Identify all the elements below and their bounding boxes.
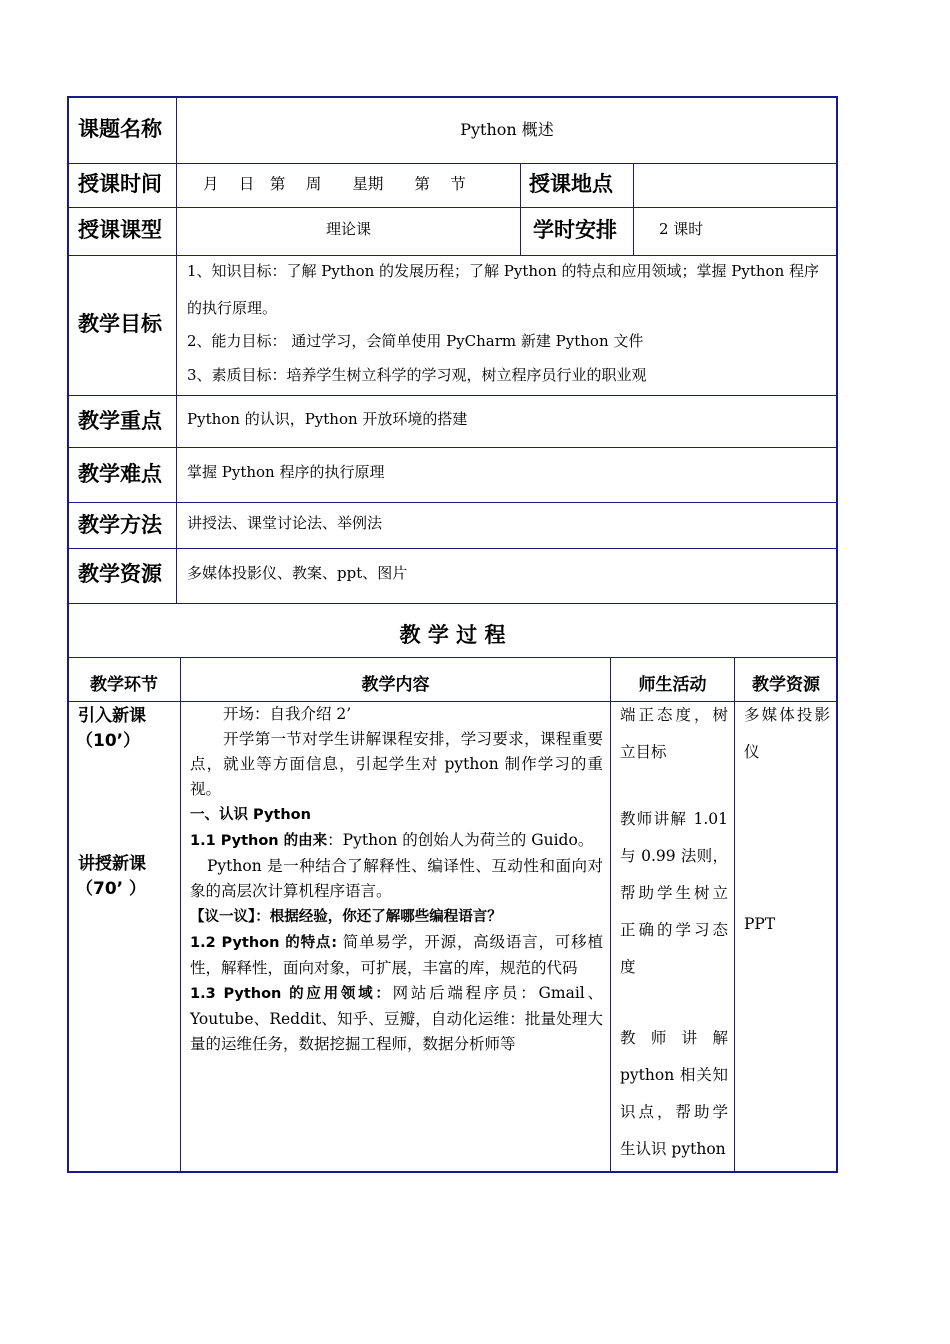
content-heading-1 bbox=[190, 802, 603, 828]
place-label: 授课地点 bbox=[529, 172, 613, 196]
origin-text: ：Python 的创始人为荷兰的 Guido。 bbox=[327, 831, 594, 849]
goal-line: 的执行原理。 bbox=[187, 299, 278, 317]
content-origin bbox=[190, 828, 603, 854]
row-divider bbox=[68, 548, 837, 549]
heading-text: 一、认识 Python bbox=[190, 807, 311, 823]
method-value: 讲授法、课堂讨论法、举例法 bbox=[187, 514, 383, 532]
column-divider bbox=[610, 657, 611, 1172]
type-label: 授课课型 bbox=[78, 218, 162, 242]
resource-label: 教学资源 bbox=[78, 562, 162, 586]
features-text: 简单易学，开源，高级语言，可移植性，解释性，面向对象，可扩展，丰富的库，规范的代码 bbox=[190, 933, 603, 977]
difficult-value: 掌握 Python 程序的执行原理 bbox=[187, 463, 385, 481]
goal-line: 3、素质目标：培养学生树立科学的学习观，树立程序员行业的职业观 bbox=[187, 366, 647, 384]
content-opening: 开场：自我介绍 2’ bbox=[223, 705, 352, 723]
goal-line: 2、能力目标： 通过学习，会简单使用 PyCharm 新建 Python 文件 bbox=[187, 332, 644, 350]
activity-python: 教师讲解 python 相关知识点，帮助学生认识 python bbox=[620, 1029, 728, 1158]
row-divider bbox=[68, 603, 837, 604]
col-header-stage: 教学环节 bbox=[90, 675, 158, 695]
row-divider bbox=[68, 502, 837, 503]
row-divider bbox=[68, 657, 837, 658]
goals-label: 教学目标 bbox=[78, 312, 162, 336]
stage-teaching-time: （70’ ） bbox=[76, 879, 147, 899]
row-divider bbox=[68, 255, 837, 256]
resource-ppt: PPT bbox=[744, 915, 776, 933]
title-label: 课题名称 bbox=[78, 117, 162, 141]
difficult-label: 教学难点 bbox=[78, 462, 162, 486]
content-features bbox=[190, 930, 603, 981]
hours-label: 学时安排 bbox=[533, 218, 617, 242]
row-divider bbox=[68, 163, 837, 164]
row-divider bbox=[68, 207, 837, 208]
column-divider bbox=[176, 97, 177, 603]
goal-line: 1、知识目标：了解 Python 的发展历程；了解 Python 的特点和应用领域；掌握 Python 程序 bbox=[187, 262, 819, 280]
activity-rule: 教师讲解 1.01 与 0.99 法则，帮助学生树立正确的学习态度 bbox=[620, 810, 728, 976]
content-intro: 开学第一节对学生讲解课程安排，学习要求，课程重要点，就业等方面信息，引起学生对 python 制作学习的重视。 bbox=[190, 730, 603, 798]
column-divider bbox=[633, 163, 634, 255]
stage-intro: 引入新课 bbox=[78, 706, 146, 726]
features-label: 1.2 Python 的特点: bbox=[190, 935, 338, 951]
row-divider bbox=[68, 395, 837, 396]
col-header-activity: 师生活动 bbox=[638, 675, 707, 695]
content-discussion bbox=[190, 904, 603, 930]
time-value: 月 日 第 周 星期 第 节 bbox=[203, 175, 466, 193]
type-value: 理论课 bbox=[325, 220, 371, 238]
stage-teaching: 讲授新课 bbox=[78, 854, 146, 874]
stage-intro-time: （10’） bbox=[76, 731, 141, 751]
time-label: 授课时间 bbox=[78, 172, 162, 196]
col-header-resource: 教学资源 bbox=[752, 675, 820, 695]
discussion-text: 【议一议】：根据经验，你还了解哪些编程语言？ bbox=[190, 909, 502, 925]
origin-label: 1.1 Python 的由来 bbox=[190, 833, 328, 849]
teaching-content bbox=[190, 702, 603, 1057]
content-definition: Python 是一种结合了解释性、编译性、互动性和面向对象的高层次计算机程序语言。 bbox=[190, 857, 603, 900]
applications-text: 网站后端程序员：Gmail、Youtube、Reddit、知乎、豆瓣，自动化运维：批量处理大量的运维任务，数据挖掘工程师，数据分析师等 bbox=[190, 984, 603, 1053]
row-divider bbox=[68, 447, 837, 448]
applications-label: 1.3 Python 的应用领域： bbox=[190, 986, 393, 1002]
column-divider bbox=[180, 657, 181, 1172]
column-divider bbox=[520, 163, 521, 255]
column-divider bbox=[734, 657, 735, 1172]
title-value: Python 概述 bbox=[460, 120, 554, 139]
key-label: 教学重点 bbox=[78, 409, 162, 433]
activity-attitude: 端正态度，树立目标 bbox=[620, 706, 728, 761]
process-title: 教 学 过 程 bbox=[399, 623, 506, 647]
method-label: 教学方法 bbox=[78, 513, 162, 537]
key-value: Python 的认识，Python 开放环境的搭建 bbox=[187, 410, 468, 428]
resource-value: 多媒体投影仪、教案、ppt、图片 bbox=[187, 564, 408, 582]
resource-projector: 多媒体投影仪 bbox=[744, 706, 830, 761]
hours-value: 2 课时 bbox=[659, 220, 704, 238]
content-applications bbox=[190, 981, 603, 1057]
col-header-content: 教学内容 bbox=[361, 675, 430, 695]
